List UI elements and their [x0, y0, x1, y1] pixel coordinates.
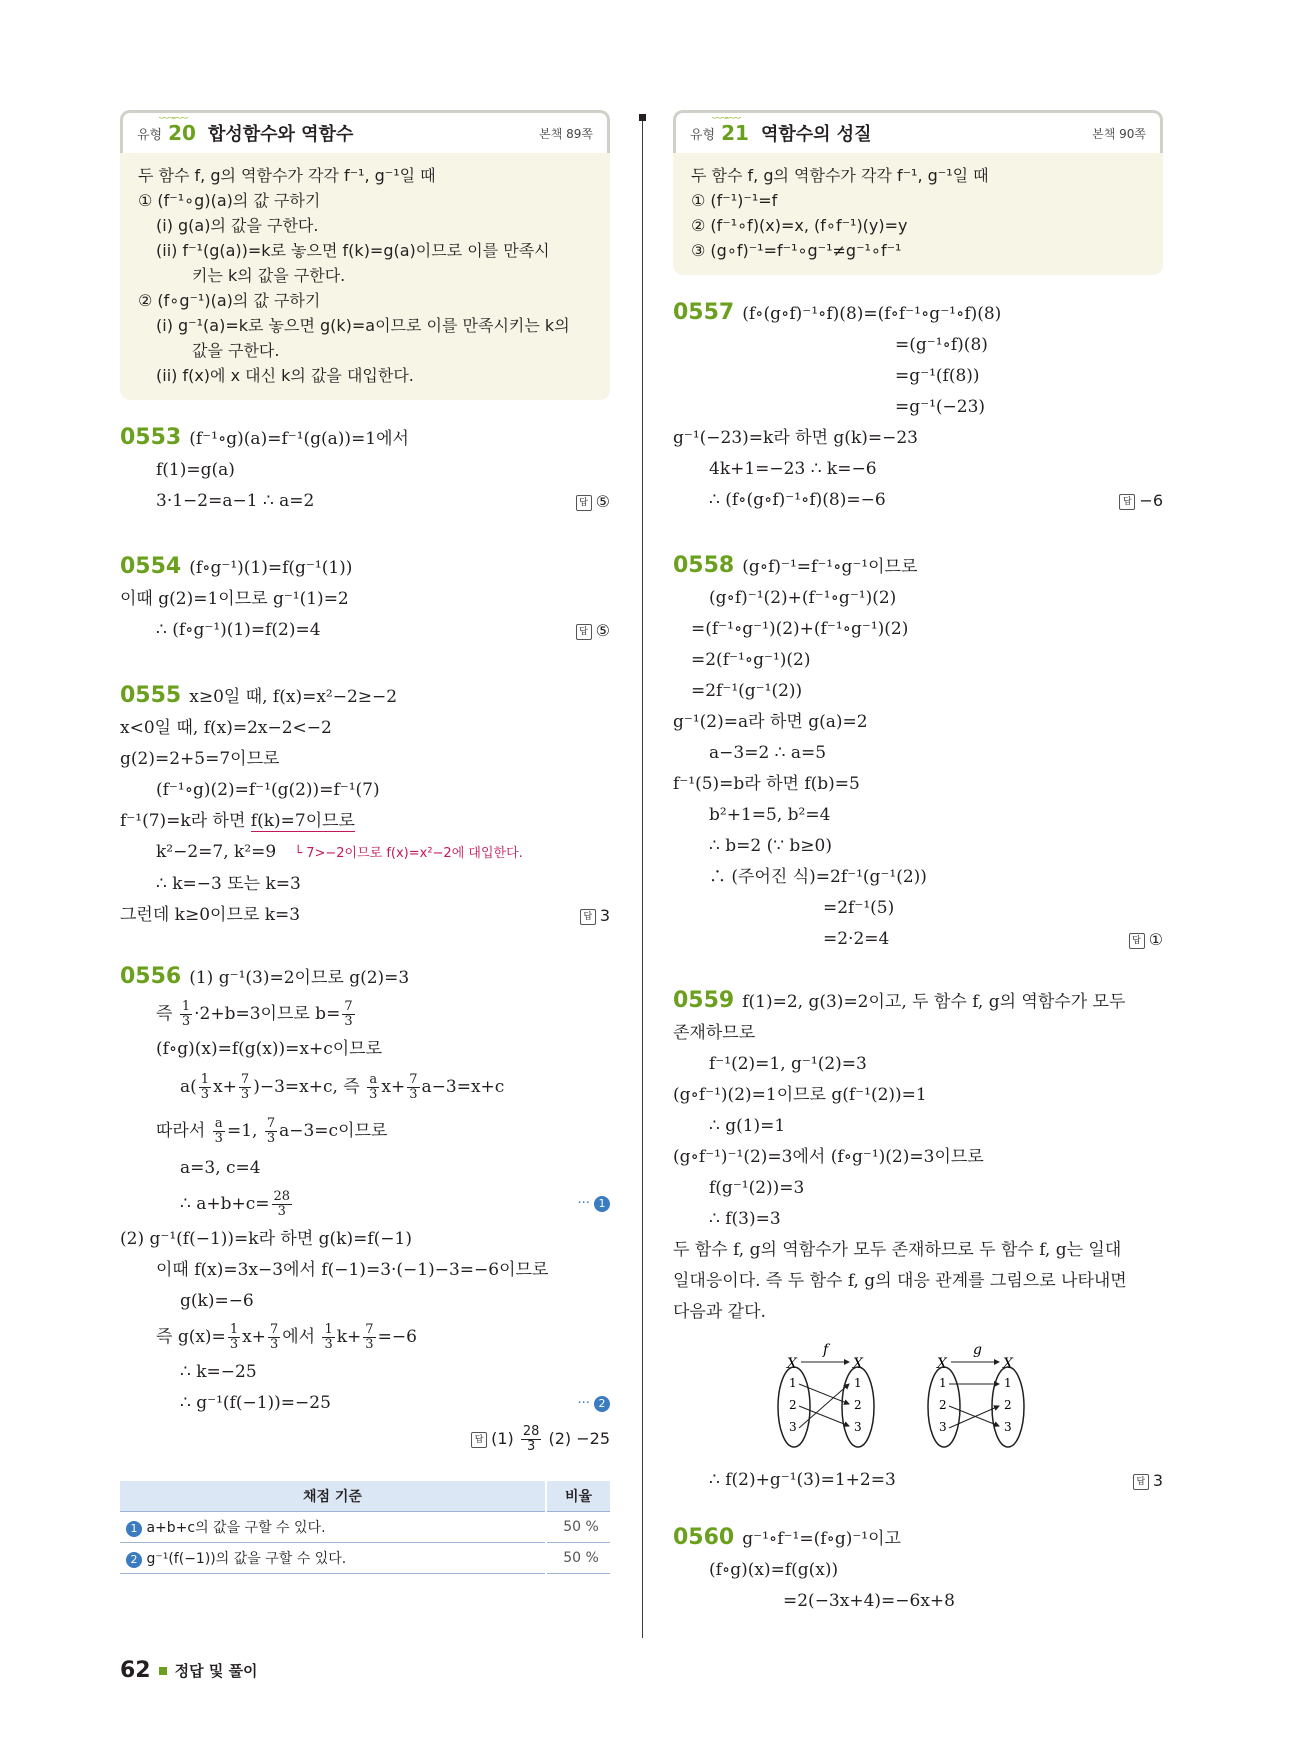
- solution-line: 존재하므로: [673, 1023, 756, 1043]
- criteria-header: 채점 기준: [120, 1481, 546, 1512]
- solution-line: =(f⁻¹∘g⁻¹)(2)+(f⁻¹∘g⁻¹)(2): [691, 619, 909, 639]
- solution-line: 그런데 k≥0이므로 k=3: [120, 905, 301, 925]
- solution-line: k²−2=7, k²=9: [156, 842, 277, 862]
- problem-0559: [673, 985, 1163, 1496]
- solution-line: 3·1−2=a−1 ∴ a=2: [156, 491, 315, 511]
- summary-line: 값을 구한다.: [192, 341, 280, 360]
- problem-number: 0556: [120, 964, 182, 989]
- problem-0555: [120, 680, 610, 931]
- type-summary-box: [673, 153, 1163, 275]
- solution-line: =2f⁻¹(5): [823, 898, 895, 918]
- solution-line: g(k)=−6: [180, 1291, 254, 1311]
- problem-number: 0554: [120, 554, 182, 579]
- solution-line: ∴ (f∘(g∘f)⁻¹∘f)(8)=−6: [709, 490, 886, 510]
- type-number: 20: [168, 121, 196, 145]
- problem-number: 0558: [673, 553, 735, 578]
- divider-dot: [639, 114, 646, 121]
- solution-line: f(1)=g(a): [156, 460, 235, 480]
- solution-line: (1) g⁻¹(3)=2이므로 g(2)=3: [189, 968, 410, 988]
- solution-line: ∴ (f∘g⁻¹)(1)=f(2)=4: [156, 620, 321, 640]
- summary-line: 키는 k의 값을 구한다.: [192, 266, 346, 285]
- grading-criteria-table: [120, 1481, 610, 1574]
- answer-mark-icon: 답: [576, 624, 592, 640]
- solution-line: (f∘(g∘f)⁻¹∘f)(8)=(f∘f⁻¹∘g⁻¹∘f)(8): [742, 304, 1002, 324]
- answer: 답 ①: [1129, 924, 1163, 955]
- solution-line: ∴ k=−3 또는 k=3: [156, 874, 301, 894]
- footer-square-icon: [159, 1667, 167, 1675]
- solution-line: 즉 $\frac{1}{3}$ ·2+b=3이므로 b= $\frac{7}{3}$: [156, 999, 353, 1029]
- solution-line: =g⁻¹(f(8)): [895, 366, 980, 386]
- solution-line: g⁻¹(−23)=k라 하면 g(k)=−23: [673, 428, 918, 448]
- solution-line: (f⁻¹∘g)(a)=f⁻¹(g(a))=1에서: [189, 429, 409, 449]
- element: 1: [939, 1376, 947, 1390]
- solution-line: f(g⁻¹(2))=3: [709, 1178, 805, 1198]
- solution-line: ∴ (주어진 식)=2f⁻¹(g⁻¹(2)): [709, 867, 927, 887]
- summary-line: 두 함수 f, g의 역함수가 각각 f⁻¹, g⁻¹일 때: [691, 166, 989, 185]
- solution-line: (f∘g⁻¹)(1)=f(g⁻¹(1)): [189, 558, 353, 578]
- type-title: 합성함수와 역함수: [207, 124, 354, 145]
- summary-line: ① (f⁻¹)⁻¹=f: [691, 191, 778, 210]
- answer-mark-icon: 답: [1119, 494, 1135, 510]
- element: 3: [789, 1420, 797, 1434]
- wave-icon: ﹏﹏: [712, 102, 739, 121]
- element: 1: [854, 1376, 862, 1390]
- element: 3: [1004, 1420, 1012, 1434]
- type-header-20: [120, 102, 610, 153]
- solution-line: (f∘g)(x)=f(g(x)): [709, 1560, 839, 1580]
- answer: 답 ⑤: [576, 615, 610, 646]
- solution-line: 이때 f(x)=3x−3에서 f(−1)=3·(−1)−3=−6이므로: [156, 1260, 549, 1280]
- step-marker-1: ··· 1: [577, 1184, 610, 1224]
- element: 2: [1004, 1398, 1012, 1412]
- wave-icon: ﹏﹏: [159, 102, 186, 121]
- solution-line: ∴ g⁻¹(f(−1))=−25: [180, 1393, 331, 1413]
- f-mapping: [778, 1342, 874, 1447]
- solution-line: a=3, c=4: [180, 1158, 261, 1178]
- solution-line: =2f⁻¹(g⁻¹(2)): [691, 681, 803, 701]
- answer-mark-icon: 답: [1133, 1474, 1149, 1490]
- set-label: X: [853, 1356, 863, 1372]
- solution-line: ∴ b=2 (∵ b≥0): [709, 836, 832, 856]
- summary-line: (i) g⁻¹(a)=k로 놓으면 g(k)=a이므로 이를 만족시키는 k의: [156, 316, 570, 335]
- solution-line: g(2)=2+5=7이므로: [120, 749, 280, 769]
- right-column: [673, 102, 1163, 1617]
- set-label: X: [787, 1356, 797, 1372]
- criteria-number: 2: [126, 1552, 142, 1568]
- g-mapping: [928, 1342, 1024, 1447]
- set-label: X: [1003, 1356, 1013, 1372]
- summary-line: (ii) f⁻¹(g(a))=k로 놓으면 f(k)=g(a)이므로 이를 만족시: [156, 241, 550, 260]
- solution-line: =(g⁻¹∘f)(8): [895, 335, 988, 355]
- element: 3: [854, 1420, 862, 1434]
- solution-line: ∴ a+b+c= $\frac{28}{3}$ ··· 1: [120, 1184, 610, 1224]
- problem-number: 0555: [120, 683, 182, 708]
- type-reference: 본책 89쪽: [539, 126, 593, 141]
- answer: 답 (1) $\frac{28}{3}$ (2) −25: [471, 1419, 610, 1459]
- answer-mark-icon: 답: [471, 1432, 487, 1448]
- solution-line: 일대응이다. 즉 두 함수 f, g의 대응 관계를 그림으로 나타내면: [673, 1271, 1127, 1291]
- solution-line: g⁻¹(2)=a라 하면 g(a)=2: [673, 712, 868, 732]
- criteria-text: g⁻¹(f(−1))의 값을 구할 수 있다.: [146, 1551, 347, 1567]
- answer: 답 3: [1133, 1465, 1163, 1496]
- solution-line: 다음과 같다.: [673, 1302, 766, 1322]
- solution-line: =2(−3x+4)=−6x+8: [783, 1591, 955, 1611]
- solution-line: f⁻¹(7)=k라 하면: [120, 811, 251, 831]
- left-column: [120, 102, 610, 1574]
- answer-mark-icon: 답: [576, 495, 592, 511]
- rate-header: 비율: [546, 1481, 610, 1512]
- problem-number: 0560: [673, 1525, 735, 1550]
- problem-0560: [673, 1522, 1163, 1617]
- element: 2: [854, 1398, 862, 1412]
- solution-line: ∴ g(1)=1: [709, 1116, 786, 1136]
- summary-line: (ii) f(x)에 x 대신 k의 값을 대입한다.: [156, 366, 414, 385]
- summary-line: ② (f∘g⁻¹)(a)의 값 구하기: [138, 291, 321, 310]
- problem-0554: [120, 551, 610, 646]
- solution-line: f⁻¹(5)=b라 하면 f(b)=5: [673, 774, 860, 794]
- solution-line: (g∘f)⁻¹=f⁻¹∘g⁻¹이므로: [742, 557, 918, 577]
- solution-line: =2(f⁻¹∘g⁻¹)(2): [691, 650, 811, 670]
- solution-line: 따라서 $\frac{a}{3}$ =1, $\frac{7}{3}$ a−3=c이므로: [156, 1116, 388, 1146]
- type-reference: 본책 90쪽: [1092, 126, 1146, 141]
- solution-line: (g∘f⁻¹)⁻¹(2)=3에서 (f∘g⁻¹)(2)=3이므로: [673, 1147, 984, 1167]
- solution-line: 즉 g(x)= $\frac{1}{3}$ x+ $\frac{7}{3}$ 에서 $\frac{1}{3}$ k+ $\frac{7}{3}$ =−6: [156, 1322, 417, 1352]
- g-label: g: [973, 1342, 982, 1358]
- criteria-number: 1: [126, 1521, 142, 1537]
- problem-number: 0553: [120, 425, 182, 450]
- solution-line: x≥0일 때, f(x)=x²−2≥−2: [189, 687, 398, 707]
- summary-line: ② (f⁻¹∘f)(x)=x, (f∘f⁻¹)(y)=y: [691, 216, 908, 235]
- summary-line: ③ (g∘f)⁻¹=f⁻¹∘g⁻¹≠g⁻¹∘f⁻¹: [691, 241, 902, 260]
- solution-line: f⁻¹(2)=1, g⁻¹(2)=3: [709, 1054, 867, 1074]
- problem-0553: [120, 422, 610, 517]
- criteria-rate: 50 %: [546, 1512, 610, 1543]
- mapping-diagram: [773, 1342, 1033, 1452]
- summary-line: ① (f⁻¹∘g)(a)의 값 구하기: [138, 191, 321, 210]
- element: 1: [789, 1376, 797, 1390]
- solution-line: (g∘f⁻¹)(2)=1이므로 g(f⁻¹(2))=1: [673, 1085, 927, 1105]
- solution-line: ∴ f(2)+g⁻¹(3)=1+2=3: [709, 1470, 896, 1490]
- type-number: 21: [721, 121, 749, 145]
- criteria-rate: 50 %: [546, 1543, 610, 1574]
- problem-0558: [673, 550, 1163, 955]
- solution-line: b²+1=5, b²=4: [709, 805, 831, 825]
- element: 2: [939, 1398, 947, 1412]
- problem-0556: [120, 961, 610, 1459]
- summary-line: 두 함수 f, g의 역함수가 각각 f⁻¹, g⁻¹일 때: [138, 166, 436, 185]
- solution-line: 두 함수 f, g의 역함수가 모두 존재하므로 두 함수 f, g는 일대: [673, 1240, 1122, 1260]
- solution-line: 이때 g(2)=1이므로 g⁻¹(1)=2: [120, 589, 349, 609]
- element: 1: [1004, 1376, 1012, 1390]
- column-divider: [642, 118, 643, 1638]
- summary-line: (i) g(a)의 값을 구한다.: [156, 216, 319, 235]
- type-header-21: [673, 102, 1163, 153]
- type-title: 역함수의 성질: [760, 124, 872, 145]
- solution-line: (2) g⁻¹(f(−1))=k라 하면 g(k)=f(−1): [120, 1229, 412, 1249]
- criteria-row: [120, 1543, 610, 1574]
- type-summary-box: [120, 153, 610, 400]
- solution-line: 4k+1=−23 ∴ k=−6: [709, 459, 877, 479]
- solution-line: a−3=2 ∴ a=5: [709, 743, 827, 763]
- answer-mark-icon: 답: [580, 909, 596, 925]
- page-footer: [120, 1658, 258, 1683]
- solution-line: (f⁻¹∘g)(2)=f⁻¹(g(2))=f⁻¹(7): [156, 780, 380, 800]
- solution-line: (f∘g)(x)=f(g(x))=x+c이므로: [156, 1039, 383, 1059]
- answer-mark-icon: 답: [1129, 933, 1145, 949]
- problem-number: 0557: [673, 300, 735, 325]
- criteria-text: a+b+c의 값을 구할 수 있다.: [146, 1520, 326, 1536]
- problem-0557: [673, 297, 1163, 516]
- answer: 답 −6: [1119, 485, 1163, 516]
- solution-line: =g⁻¹(−23): [895, 397, 986, 417]
- element: 2: [789, 1398, 797, 1412]
- solution-line: g⁻¹∘f⁻¹=(f∘g)⁻¹이고: [742, 1529, 901, 1549]
- solution-line: a( $\frac{1}{3}$ x+ $\frac{7}{3}$ )−3=x+c, 즉 $\frac{a}{3}$ x+ $\frac{7}{3}$ a−3=x+c: [180, 1072, 505, 1102]
- solution-line: ∴ k=−25: [180, 1362, 257, 1382]
- solution-line: =2·2=4: [823, 929, 890, 949]
- page-number: 62: [120, 1658, 151, 1683]
- step-marker-2: ··· 2: [577, 1388, 610, 1419]
- solution-line: x<0일 때, f(x)=2x−2<−2: [120, 718, 332, 738]
- underlined-expression: f(k)=7이므로: [250, 811, 355, 831]
- set-label: X: [937, 1356, 947, 1372]
- solution-line: ∴ f(3)=3: [709, 1209, 781, 1229]
- solution-line: f(1)=2, g(3)=2이고, 두 함수 f, g의 역함수가 모두: [742, 992, 1126, 1012]
- type-tag: 유형: [137, 127, 163, 143]
- answer: 답 ⑤: [576, 486, 610, 517]
- f-label: f: [823, 1342, 829, 1358]
- criteria-row: [120, 1512, 610, 1543]
- footer-label: 정답 및 풀이: [174, 1662, 258, 1680]
- problem-number: 0559: [673, 988, 735, 1013]
- solution-line: (g∘f)⁻¹(2)+(f⁻¹∘g⁻¹)(2): [709, 588, 897, 608]
- type-tag: 유형: [690, 127, 716, 143]
- answer: 답 3: [580, 900, 610, 931]
- annotation-note: └ 7>−2이므로 f(x)=x²−2에 대입한다.: [294, 846, 523, 861]
- element: 3: [939, 1420, 947, 1434]
